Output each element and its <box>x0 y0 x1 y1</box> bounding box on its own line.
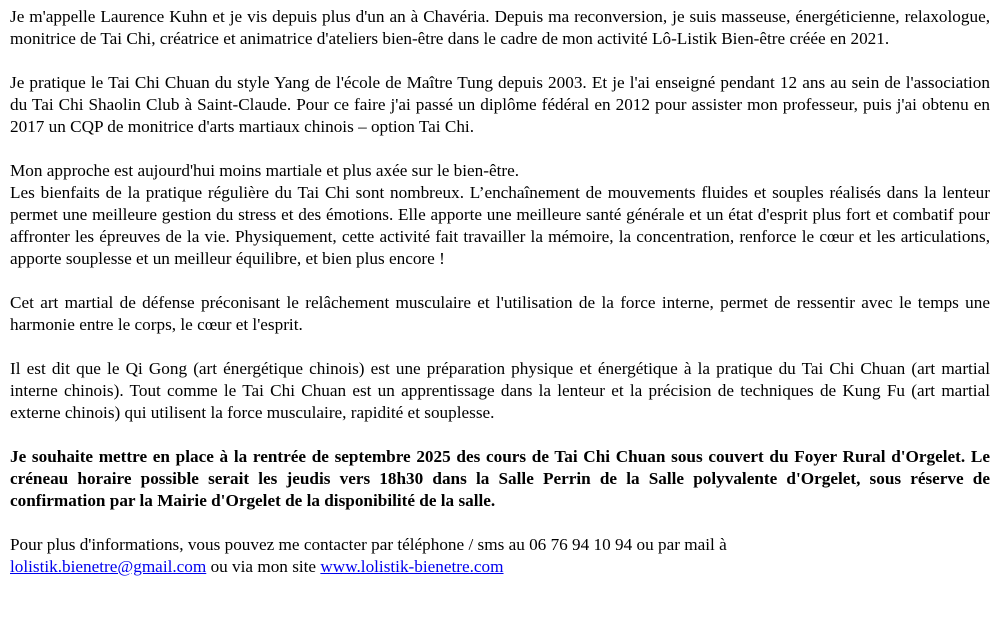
practice-paragraph: Je pratique le Tai Chi Chuan du style Yang de l'école de Maître Tung depuis 2003. Et je l'ai enseigné pendant 12 ans au sein de l'association du Tai Chi Shaolin Club à Saint-Claude. Pour ce faire j'ai passé un diplôme fédéral en 2012 pour assister mon professeur, puis j'ai obtenu en 2017 un CQP de monitrice d'arts martiaux chinois – option Tai Chi. <box>10 73 990 136</box>
approach-paragraph <box>10 160 990 270</box>
martial-art-paragraph: Cet art martial de défense préconisant le relâchement musculaire et l'utilisation de la force interne, permet de ressentir avec le temps une harmonie entre le corps, le cœur et l'esprit. <box>10 293 990 334</box>
contact-paragraph <box>10 534 990 578</box>
contact-text: Pour plus d'informations, vous pouvez me contacter par téléphone / sms au 06 76 94 10 94 ou par mail à <box>10 535 727 554</box>
email-link[interactable]: lolistik.bienetre@gmail.com <box>10 557 207 576</box>
qigong-paragraph: Il est dit que le Qi Gong (art énergétique chinois) est une préparation physique et énergétique à la pratique du Tai Chi Chuan (art martial interne chinois). Tout comme le Tai Chi Chuan est un apprentissage dans la lenteur et la précision de techniques de Kung Fu (art martial externe chinois) qui utilisent la force musculaire, rapidité et souplesse. <box>10 359 990 422</box>
intro-paragraph: Je m'appelle Laurence Kuhn et je vis depuis plus d'un an à Chavéria. Depuis ma reconversion, je suis masseuse, énergéticienne, relaxologue, monitrice de Tai Chi, créatrice et animatrice d'ateliers bien-être dans le cadre de mon activité Lô-Listik Bien-être créée en 2021. <box>10 7 990 48</box>
announcement-paragraph: Je souhaite mettre en place à la rentrée de septembre 2025 des cours de Tai Chi Chuan sous couvert du Foyer Rural d'Orgelet. Le créneau horaire possible serait les jeudis vers 18h30 dans la Salle Perrin de la Salle polyvalente d'Orgelet, sous réserve de confirmation par la Mairie d'Orgelet de la disponibilité de la salle. <box>10 447 990 510</box>
approach-first-line: Mon approche est aujourd'hui moins martiale et plus axée sur le bien-être. <box>10 161 520 180</box>
website-link[interactable]: www.lolistik-bienetre.com <box>320 557 504 576</box>
contact-middle-text: ou via mon site <box>206 557 321 576</box>
benefits-text: Les bienfaits de la pratique régulière du Tai Chi sont nombreux. L’enchaînement de mouvements fluides et souples réalisés dans la lenteur permet une meilleure gestion du stress et des émotions. Elle apporte une meilleure santé générale et un état d'esprit plus fort et combatif pour affronter les épreuves de la vie. Physiquement, cette activité fait travailler la mémoire, la concentration, renforce le cœur et les articulations, apporte souplesse et un meilleur équilibre, et bien plus encore ! <box>10 183 990 268</box>
